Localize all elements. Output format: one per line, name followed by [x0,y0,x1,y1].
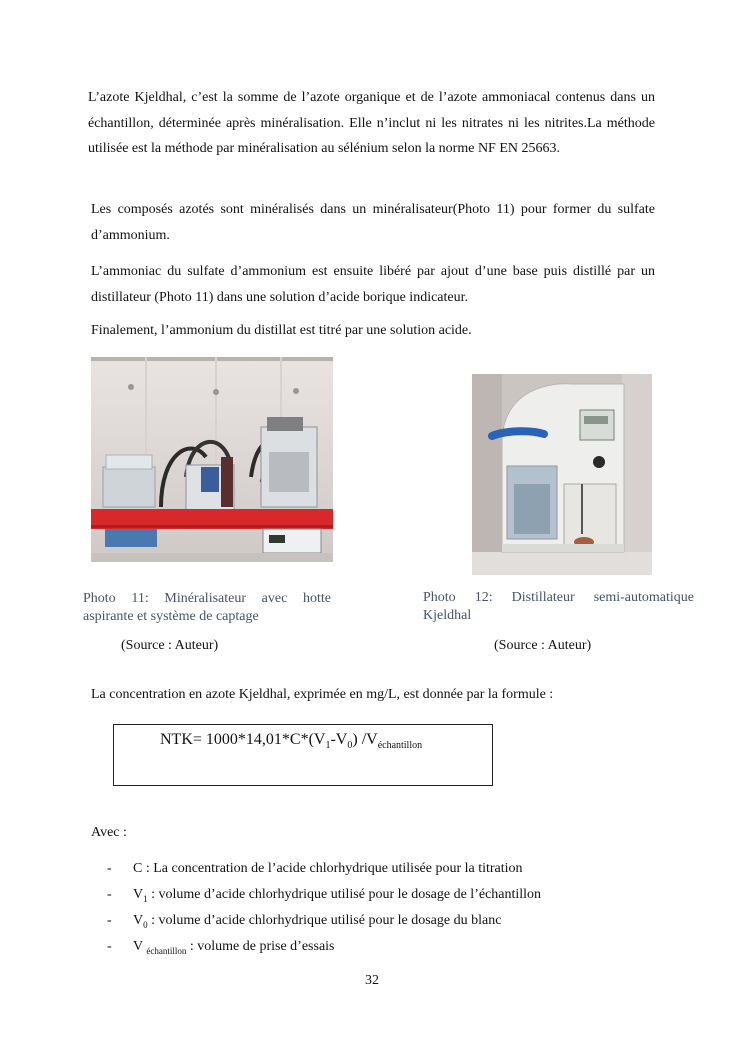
formula-box [113,724,493,786]
list-item: - C : La concentration de l’acide chlorhydrique utilisée pour la titration [107,861,523,876]
photo12-source: (Source : Auteur) [494,638,592,653]
photo11-source: (Source : Auteur) [121,638,219,653]
photo11-caption: Photo 11: Minéralisateur avec hotte aspirante et système de captage [83,591,331,624]
paragraph-titration: Finalement, l’ammonium du distillat est titré par une solution acide. [91,323,472,338]
paragraph-distillation: L’ammoniac du sulfate d’ammonium est ensuite libéré par ajout d’une base puis distillé par un distillateur (Photo 11) dans une solution d’acide borique indicateur. [91,264,655,305]
photo-distillateur [472,374,652,575]
page-number: 32 [365,973,379,988]
list-item: - V $_{échantillon}$ : volume de prise d’essais [107,939,335,956]
list-item: - $V_0$ : volume d’acide chlorhydrique utilisé pour le dosage du blanc [107,913,502,930]
definitions-list [107,856,541,960]
paragraph-definition: L’azote Kjeldhal, c’est la somme de l’azote organique et de l’azote ammoniacal contenus dans un échantillon, déterminée après minéralisation. Elle n’inclut ni les nitrates ni les nitrites.La méthode utilisée est la méthode par minéralisation au sélénium selon la norme NF EN 25663. [88,90,655,156]
list-item: - $V_1$ : volume d’acide chlorhydrique utilisé pour le dosage de l’échantillon [107,887,542,904]
paragraph-mineralisation: Les composés azotés sont minéralisés dans un minéralisateur(Photo 11) pour former du sulfate d’ammonium. [91,202,655,243]
photo12-caption: Photo 12: Distillateur semi-automatique Kjeldhal [423,590,694,623]
avec-label: Avec : [91,825,127,840]
paragraph-formula-intro: La concentration en azote Kjeldhal, exprimée en mg/L, est donnée par la formule : [91,687,554,702]
photo-mineralisateur [91,357,333,562]
ntk-formula: $NTK= 1000*14,01*C*(V_1-V_0)$ $/V_{échantillon}$ [160,731,423,752]
